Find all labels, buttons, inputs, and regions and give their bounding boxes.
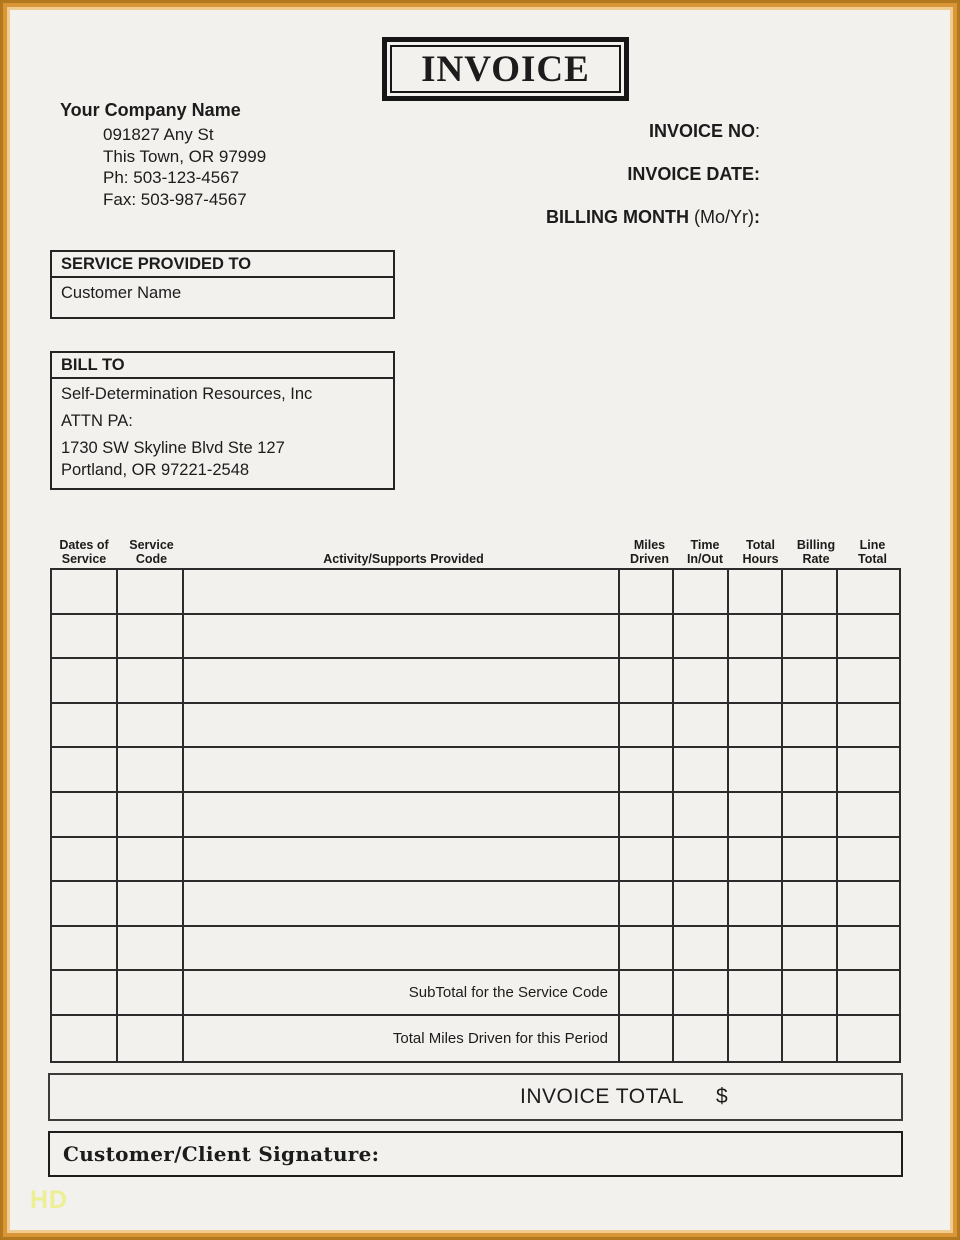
billing-month-suffix: (Mo/Yr) [689,207,754,227]
cell-dates-of-service [52,971,118,1014]
cell-total-hours [729,927,783,970]
cell-billing-rate [783,659,838,702]
cell-line-total [838,793,899,836]
invoice-total-label: INVOICE TOTAL [520,1085,685,1108]
signature-label: Customer/Client Signature: [63,1142,380,1166]
col-header-activity [185,552,622,568]
cell-miles-driven [620,927,674,970]
cell-total-hours [729,748,783,791]
cell-activity [184,659,620,702]
cell-billing-rate [783,570,838,613]
cell-dates-of-service [52,659,118,702]
total-miles-row [52,1016,899,1061]
header-line: Miles [633,538,666,552]
header-line: Service [129,538,174,552]
cell-line-total [838,615,899,658]
bill-to-body [52,379,393,488]
company-phone: Ph: 503-123-4567 [103,168,240,187]
cell-billing-rate [783,793,838,836]
header-line: Line [859,538,886,552]
cell-dates-of-service [52,882,118,925]
col-header-dates-of-service [50,538,118,568]
cell-dates-of-service [52,793,118,836]
signature-box [48,1131,903,1177]
company-fax: Fax: 503-987-4567 [103,189,247,209]
subtotal-label: SubTotal for the Service Code [184,971,620,1014]
cell-activity [184,704,620,747]
cell-line-total [838,704,899,747]
cell-line-total [838,838,899,881]
cell-billing-rate [783,838,838,881]
page-frame-inner [7,7,953,1233]
cell-billing-rate [783,748,838,791]
total-miles-label: Total Miles Driven for this Period [184,1016,620,1061]
cell-miles-driven [620,570,674,613]
cell-miles-driven [620,659,674,702]
table-row-empty [52,748,899,793]
header-line: Activity/Supports Provided [323,552,484,566]
cell-miles-driven [620,882,674,925]
cell-total-hours [729,704,783,747]
cell-service-code [118,793,184,836]
header-line: Rate [802,552,830,566]
cell-line-total [838,659,899,702]
cell-time-in-out [674,882,729,925]
cell-total-hours [729,659,783,702]
cell-activity [184,793,620,836]
cell-activity [184,570,620,613]
hd-watermark: HD [30,1186,69,1214]
cell-activity [184,838,620,881]
service-provided-to-box [50,250,395,319]
cell-total-hours [729,793,783,836]
cell-miles-driven [620,838,674,881]
header-line: Time [690,538,720,552]
cell-billing-rate [783,882,838,925]
header-line: Hours [742,552,779,566]
cell-line-total [838,927,899,970]
cell-total-hours [729,838,783,881]
header-line: Dates of [59,538,109,552]
header-line: Service [61,552,107,566]
cell-time-in-out [674,704,729,747]
table-row-empty [52,570,899,615]
cell-total-hours [729,882,783,925]
bill-to-attn: ATTN PA: [61,412,133,430]
cell-time-in-out [674,570,729,613]
table-row-empty [52,838,899,883]
table-header-row [50,532,901,568]
service-provided-to-header: SERVICE PROVIDED TO [52,252,393,278]
col-header-billing-rate [788,538,844,568]
billing-month-text: BILLING MONTH [546,207,689,227]
cell-total-hours [729,1016,783,1061]
cell-billing-rate [783,1016,838,1061]
billing-month-label [546,208,760,227]
table-row-empty [52,882,899,927]
cell-service-code [118,971,184,1014]
cell-line-total [838,1016,899,1061]
page-frame-middle [3,3,957,1237]
bill-to-street: 1730 SW Skyline Blvd Ste 127 [61,439,285,457]
cell-total-hours [729,570,783,613]
header-line: Total [746,538,775,552]
cell-miles-driven [620,1016,674,1061]
cell-time-in-out [674,927,729,970]
cell-service-code [118,927,184,970]
page-title: INVOICE [390,45,621,93]
table-row-empty [52,927,899,972]
table-row-empty [52,704,899,749]
company-block [60,100,266,210]
service-provided-to-value: Customer Name [61,284,182,302]
cell-activity [184,882,620,925]
col-header-line-total [844,538,901,568]
bill-to-city-state-zip: Portland, OR 97221-2548 [61,461,250,479]
cell-dates-of-service [52,748,118,791]
company-city-state-zip: This Town, OR 97999 [103,146,267,166]
header-line: In/Out [686,552,724,566]
cell-dates-of-service [52,927,118,970]
cell-dates-of-service [52,1016,118,1061]
cell-miles-driven [620,793,674,836]
cell-miles-driven [620,748,674,791]
table-row-empty [52,615,899,660]
invoice-total-box [48,1073,903,1121]
cell-billing-rate [783,971,838,1014]
invoice-no-colon: : [754,121,760,141]
cell-time-in-out [674,748,729,791]
cell-time-in-out [674,659,729,702]
cell-service-code [118,704,184,747]
header-line: Billing [796,538,836,552]
invoice-document [10,10,950,1230]
bill-to-name: Self-Determination Resources, Inc [61,385,313,403]
cell-activity [184,748,620,791]
billing-month-colon: : [754,207,760,227]
cell-service-code [118,882,184,925]
cell-dates-of-service [52,570,118,613]
cell-billing-rate [783,927,838,970]
cell-dates-of-service [52,838,118,881]
company-street: 091827 Any St [103,125,214,144]
cell-dates-of-service [52,704,118,747]
table-row-empty [52,659,899,704]
cell-service-code [118,1016,184,1061]
subtotal-row [52,971,899,1016]
cell-line-total [838,971,899,1014]
cell-billing-rate [783,615,838,658]
bill-to-box [50,351,395,490]
cell-billing-rate [783,704,838,747]
cell-time-in-out [674,838,729,881]
cell-miles-driven [620,971,674,1014]
cell-line-total [838,570,899,613]
invoice-no-text: INVOICE NO [648,121,755,141]
cell-activity [184,615,620,658]
cell-time-in-out [674,971,729,1014]
invoice-meta [546,122,760,251]
col-header-total-hours [733,538,788,568]
currency-symbol: $ [716,1085,728,1108]
cell-miles-driven [620,704,674,747]
company-address [103,124,266,210]
cell-dates-of-service [52,615,118,658]
col-header-time-in-out [677,538,733,568]
table-row-empty [52,793,899,838]
invoice-date-label: INVOICE DATE: [627,164,760,184]
cell-time-in-out [674,1016,729,1061]
cell-line-total [838,882,899,925]
header-line: Code [135,552,168,566]
bill-to-header: BILL TO [52,353,393,379]
cell-time-in-out [674,793,729,836]
cell-service-code [118,748,184,791]
cell-activity [184,927,620,970]
cell-total-hours [729,615,783,658]
cell-miles-driven [620,615,674,658]
col-header-service-code [118,538,185,568]
cell-total-hours [729,971,783,1014]
cell-service-code [118,615,184,658]
cell-service-code [118,838,184,881]
invoice-no-label [546,122,760,141]
invoice-title-box [382,37,629,101]
cell-service-code [118,570,184,613]
col-header-miles-driven [622,538,677,568]
cell-line-total [838,748,899,791]
header-line: Driven [630,552,669,566]
line-items-table [50,568,901,1063]
header-line: Total [858,552,887,566]
cell-service-code [118,659,184,702]
company-name: Your Company Name [60,100,241,120]
cell-time-in-out [674,615,729,658]
